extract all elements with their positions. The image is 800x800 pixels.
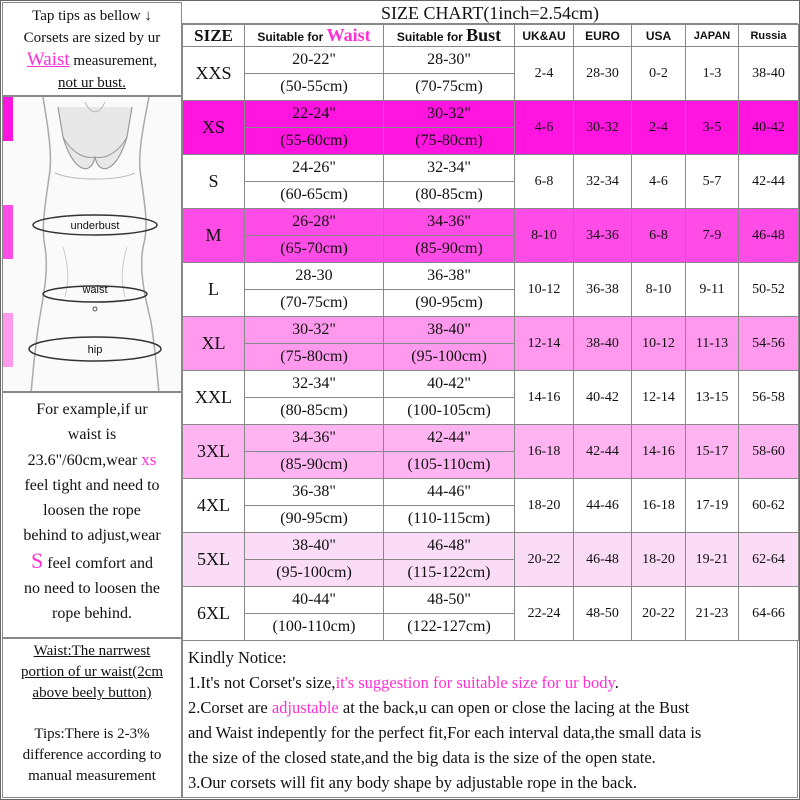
- uk-au-cell: 8-10: [515, 209, 574, 263]
- uk-au-cell: 10-12: [515, 263, 574, 317]
- russia-cell: 54-56: [739, 317, 799, 371]
- body-figure: [2, 96, 182, 392]
- table-row: [183, 47, 799, 74]
- header-waist-prefix: Suitable for: [257, 30, 327, 44]
- bust-inch-cell: 32-34": [384, 155, 515, 182]
- euro-cell: 42-44: [574, 425, 632, 479]
- notice-line-1: [188, 670, 797, 695]
- japan-cell: 15-17: [686, 425, 739, 479]
- header-size: SIZE: [183, 25, 245, 47]
- japan-cell: 17-19: [686, 479, 739, 533]
- russia-cell: 46-48: [739, 209, 799, 263]
- russia-cell: 58-60: [739, 425, 799, 479]
- example-line-5: loosen the rope: [43, 502, 141, 519]
- japan-cell: 11-13: [686, 317, 739, 371]
- bust-cm-cell: (85-90cm): [384, 236, 515, 263]
- example-line-8: no need to loosen the: [24, 580, 160, 597]
- tip-measurement-text: measurement,: [69, 53, 158, 69]
- bust-inch-cell: 34-36": [384, 209, 515, 236]
- euro-cell: 28-30: [574, 47, 632, 101]
- uk-au-cell: 14-16: [515, 371, 574, 425]
- bust-cm-cell: (100-105cm): [384, 398, 515, 425]
- waist-note-line-6: manual measurement: [28, 768, 156, 784]
- euro-cell: 44-46: [574, 479, 632, 533]
- uk-au-cell: 22-24: [515, 587, 574, 641]
- bust-inch-cell: 28-30": [384, 47, 515, 74]
- notice-adjustable-highlight: adjustable: [271, 698, 339, 717]
- japan-cell: 1-3: [686, 47, 739, 101]
- waist-inch-cell: 38-40": [245, 533, 384, 560]
- example-line-2: waist is: [67, 426, 117, 443]
- size-cell: 5XL: [183, 533, 245, 587]
- uk-au-cell: 4-6: [515, 101, 574, 155]
- table-row: [183, 101, 799, 128]
- russia-cell: 50-52: [739, 263, 799, 317]
- table-row: [183, 587, 799, 614]
- row-strip-xl: [3, 313, 13, 367]
- tip-line-4: not ur bust.: [58, 75, 126, 91]
- waist-cm-cell: (95-100cm): [245, 560, 384, 587]
- uk-au-cell: 18-20: [515, 479, 574, 533]
- uk-au-cell: 20-22: [515, 533, 574, 587]
- bust-inch-cell: 48-50": [384, 587, 515, 614]
- waist-inch-cell: 40-44": [245, 587, 384, 614]
- waist-cm-cell: (85-90cm): [245, 452, 384, 479]
- notice-line-5: 3.Our corsets will fit any body shape by adjustable rope in the back.: [188, 773, 638, 792]
- example-line-1: For example,if ur: [36, 401, 148, 418]
- kindly-notice: [182, 640, 798, 798]
- bust-cm-cell: (122-127cm): [384, 614, 515, 641]
- bust-inch-cell: 30-32": [384, 101, 515, 128]
- header-uk-au: UK&AU: [515, 25, 574, 47]
- waist-inch-cell: 28-30: [245, 263, 384, 290]
- usa-cell: 8-10: [632, 263, 686, 317]
- japan-cell: 5-7: [686, 155, 739, 209]
- waist-inch-cell: 22-24": [245, 101, 384, 128]
- waist-cm-cell: (75-80cm): [245, 344, 384, 371]
- waist-note-line-1: Waist:The narrwest: [33, 643, 151, 659]
- table-row: [183, 209, 799, 236]
- size-cell: S: [183, 155, 245, 209]
- tip-line-2: Corsets are sized by ur: [23, 30, 161, 46]
- bust-inch-cell: 46-48": [384, 533, 515, 560]
- example-line-7: [3, 548, 181, 576]
- usa-cell: 0-2: [632, 47, 686, 101]
- japan-cell: 7-9: [686, 209, 739, 263]
- example-line-9: rope behind.: [52, 605, 132, 622]
- table-row: [183, 317, 799, 344]
- size-cell: 4XL: [183, 479, 245, 533]
- usa-cell: 6-8: [632, 209, 686, 263]
- euro-cell: 30-32: [574, 101, 632, 155]
- bust-cm-cell: (105-110cm): [384, 452, 515, 479]
- euro-cell: 48-50: [574, 587, 632, 641]
- waist-inch-cell: 20-22": [245, 47, 384, 74]
- row-strip-xs: [3, 97, 13, 141]
- size-cell: M: [183, 209, 245, 263]
- tip-waist-highlight: Waist: [26, 49, 70, 70]
- japan-cell: 19-21: [686, 533, 739, 587]
- usa-cell: 10-12: [632, 317, 686, 371]
- waist-cm-cell: (65-70cm): [245, 236, 384, 263]
- waist-cm-cell: (50-55cm): [245, 74, 384, 101]
- size-cell: L: [183, 263, 245, 317]
- table-row: [183, 479, 799, 506]
- notice-text: 2.Corset are: [188, 698, 272, 717]
- row-strip-m: [3, 205, 13, 259]
- waist-note-line-2: portion of ur waist(2cm: [20, 664, 164, 680]
- bust-cm-cell: (115-122cm): [384, 560, 515, 587]
- russia-cell: 42-44: [739, 155, 799, 209]
- label-underbust: underbust: [70, 220, 120, 232]
- waist-cm-cell: (60-65cm): [245, 182, 384, 209]
- waist-inch-cell: 32-34": [245, 371, 384, 398]
- russia-cell: 62-64: [739, 533, 799, 587]
- japan-cell: 13-15: [686, 371, 739, 425]
- tip-line-3: [3, 49, 181, 72]
- uk-au-cell: 12-14: [515, 317, 574, 371]
- euro-cell: 40-42: [574, 371, 632, 425]
- body-figure-illustration: [3, 97, 182, 392]
- waist-cm-cell: (80-85cm): [245, 398, 384, 425]
- example-line-6: behind to adjust,wear: [23, 527, 161, 544]
- euro-cell: 38-40: [574, 317, 632, 371]
- header-japan: JAPAN: [686, 25, 739, 47]
- bust-inch-cell: 40-42": [384, 371, 515, 398]
- notice-heading: Kindly Notice:: [188, 648, 287, 667]
- japan-cell: 3-5: [686, 101, 739, 155]
- waist-inch-cell: 24-26": [245, 155, 384, 182]
- waist-cm-cell: (70-75cm): [245, 290, 384, 317]
- notice-line-4: the size of the closed state,and the big data is the size of the open state.: [188, 748, 656, 767]
- bust-cm-cell: (90-95cm): [384, 290, 515, 317]
- bust-cm-cell: (75-80cm): [384, 128, 515, 155]
- table-row: [183, 533, 799, 560]
- header-bust-word: Bust: [466, 25, 502, 45]
- russia-cell: 60-62: [739, 479, 799, 533]
- size-cell: XL: [183, 317, 245, 371]
- tip-line-1: Tap tips as bellow ↓: [32, 8, 152, 24]
- label-waist: waist: [82, 284, 108, 296]
- bust-cm-cell: (110-115cm): [384, 506, 515, 533]
- example-line-4: feel tight and need to: [24, 477, 160, 494]
- notice-suggestion-highlight: it's suggestion for suitable size for ur body: [335, 673, 615, 692]
- size-cell: 3XL: [183, 425, 245, 479]
- header-bust: [384, 25, 515, 47]
- example-text: feel comfort and: [43, 555, 153, 572]
- notice-line-2: [188, 695, 797, 720]
- table-row: [183, 371, 799, 398]
- usa-cell: 2-4: [632, 101, 686, 155]
- bust-inch-cell: 42-44": [384, 425, 515, 452]
- waist-note-line-4: Tips:There is 2-3%: [34, 726, 150, 742]
- waist-inch-cell: 36-38": [245, 479, 384, 506]
- size-cell: XS: [183, 101, 245, 155]
- header-usa: USA: [632, 25, 686, 47]
- table-body: [183, 47, 799, 641]
- usa-cell: 18-20: [632, 533, 686, 587]
- bust-cm-cell: (95-100cm): [384, 344, 515, 371]
- tip-box: [2, 2, 182, 96]
- russia-cell: 38-40: [739, 47, 799, 101]
- waist-inch-cell: 30-32": [245, 317, 384, 344]
- example-s-highlight: S: [31, 548, 44, 573]
- example-line-3: [3, 447, 181, 473]
- bust-cm-cell: (80-85cm): [384, 182, 515, 209]
- notice-text: .: [614, 673, 619, 692]
- table-row: [183, 263, 799, 290]
- euro-cell: 32-34: [574, 155, 632, 209]
- example-text: 23.6"/60cm,wear: [27, 452, 142, 469]
- euro-cell: 34-36: [574, 209, 632, 263]
- usa-cell: 4-6: [632, 155, 686, 209]
- bust-inch-cell: 44-46": [384, 479, 515, 506]
- waist-cm-cell: (90-95cm): [245, 506, 384, 533]
- waist-note-line-3: above beely button): [32, 685, 152, 701]
- russia-cell: 40-42: [739, 101, 799, 155]
- header-euro: EURO: [574, 25, 632, 47]
- uk-au-cell: 16-18: [515, 425, 574, 479]
- notice-line-3: and Waist indepently for the perfect fit,For each interval data,the small data is: [188, 723, 702, 742]
- usa-cell: 16-18: [632, 479, 686, 533]
- table-header-row: [183, 25, 799, 47]
- size-cell: XXS: [183, 47, 245, 101]
- label-hip: hip: [87, 344, 103, 356]
- table-row: [183, 425, 799, 452]
- header-russia: Russia: [739, 25, 799, 47]
- size-cell: XXL: [183, 371, 245, 425]
- waist-note-line-5: difference according to: [22, 747, 162, 763]
- euro-cell: 36-38: [574, 263, 632, 317]
- header-bust-prefix: Suitable for: [396, 30, 467, 44]
- waist-inch-cell: 34-36": [245, 425, 384, 452]
- bust-cm-cell: (70-75cm): [384, 74, 515, 101]
- waist-inch-cell: 26-28": [245, 209, 384, 236]
- uk-au-cell: 2-4: [515, 47, 574, 101]
- header-waist: [245, 25, 384, 47]
- bust-inch-cell: 38-40": [384, 317, 515, 344]
- bust-inch-cell: 36-38": [384, 263, 515, 290]
- japan-cell: 21-23: [686, 587, 739, 641]
- chart-title: SIZE CHART(1inch=2.54cm): [182, 2, 798, 24]
- size-cell: 6XL: [183, 587, 245, 641]
- euro-cell: 46-48: [574, 533, 632, 587]
- waist-note-box: [2, 638, 182, 798]
- usa-cell: 14-16: [632, 425, 686, 479]
- size-chart-table: [182, 24, 799, 641]
- example-xs-highlight: xs: [141, 450, 157, 469]
- russia-cell: 64-66: [739, 587, 799, 641]
- waist-cm-cell: (100-110cm): [245, 614, 384, 641]
- table-row: [183, 155, 799, 182]
- usa-cell: 12-14: [632, 371, 686, 425]
- header-waist-word: Waist: [326, 25, 371, 45]
- waist-cm-cell: (55-60cm): [245, 128, 384, 155]
- notice-text: 1.It's not Corset's size,: [188, 673, 336, 692]
- uk-au-cell: 6-8: [515, 155, 574, 209]
- example-box: [2, 392, 182, 638]
- notice-text: at the back,u can open or close the lacing at the Bust: [338, 698, 690, 717]
- russia-cell: 56-58: [739, 371, 799, 425]
- usa-cell: 20-22: [632, 587, 686, 641]
- japan-cell: 9-11: [686, 263, 739, 317]
